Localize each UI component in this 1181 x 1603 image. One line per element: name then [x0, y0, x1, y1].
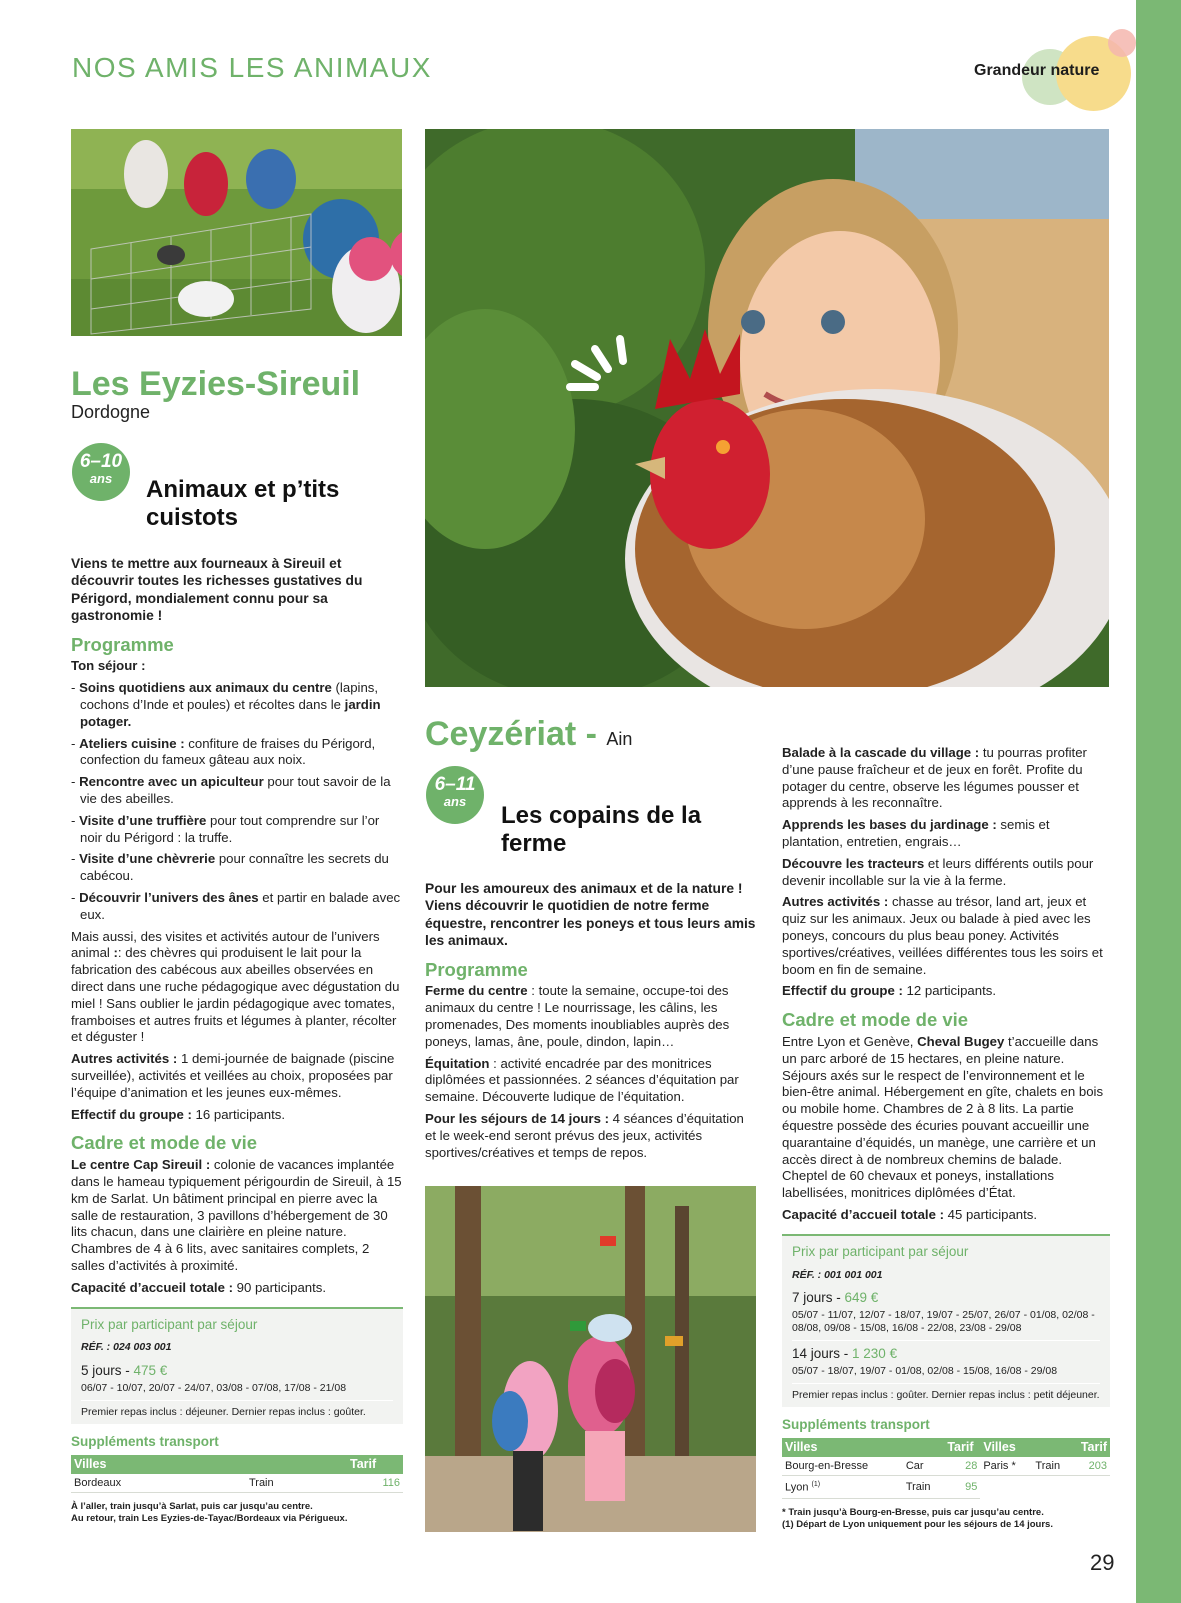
side-color-bar [1136, 0, 1181, 1603]
ceyzeriat-programme-heading: Programme [425, 958, 528, 980]
photo-girls-with-parrots [425, 1186, 756, 1532]
eyzies-column [71, 364, 403, 426]
ceyzeriat-title: Ceyzériat - [425, 715, 607, 753]
ceyzeriat-14-days: Pour les séjours de 14 jours : 4 séances d’équitation et le week-end seront prévus des jeux, activités sportives/créatives et temps de repos. [425, 1111, 744, 1160]
eyzies-other-activities: Autres activités : 1 demi-journée de baignade (piscine surveillée), activités et veillées au choix, proposées par l’équipe d’animation et les jeunes eux-mêmes. [71, 1051, 395, 1100]
list-item: - Visite d’une chèvrerie pour connaître les secrets du cabécou. [71, 851, 389, 884]
table-row: Bordeaux Train 116 [71, 1474, 403, 1493]
eyzies-duration-price: 5 jours - 475 € [81, 1363, 168, 1379]
ceyzeriat-cascade: Balade à la cascade du village : tu pourras profiter d’une pause fraîcheur et de jeux en forêt. Profite du potager du centre, observe les légumes pousser et apprends à les reconnaître. [782, 745, 1087, 811]
eyzies-title: Les Eyzies-Sireuil [71, 365, 361, 403]
eyzies-cadre-heading: Cadre et mode de vie [71, 1132, 258, 1154]
ceyzeriat-price-box [782, 1234, 1110, 1407]
list-item: - Rencontre avec un apiculteur pour tout savoir de la vie des abeilles. [71, 774, 391, 806]
eyzies-transport-table: Villes Tarif Bordeaux Train 116 [71, 1455, 403, 1494]
ceyzeriat-age-unit: ans [443, 794, 467, 809]
eyzies-age-range: 6–10 [79, 451, 123, 472]
eyzies-intro: Viens te mettre aux fourneaux à Sireuil et découvrir toutes les richesses gustatives du Périgord, mondialement connu pour sa gastronomie ! [71, 556, 363, 624]
ceyzeriat-stay-title-block [501, 802, 751, 863]
ceyzeriat-transport-table: Villes Tarif Villes Tarif Bourg-en-Bresse Car 28 Paris * Train 203 Lyon $^{(1)}$ Train 95 [782, 1438, 1110, 1499]
ceyzeriat-body-right [782, 745, 1110, 1531]
eyzies-transport-title: Suppléments transport [71, 1433, 219, 1449]
list-item: - Découvrir l’univers des ânes et partir en balade avec eux. [71, 889, 401, 922]
ceyzeriat-duration-price-7: 7 jours - 649 € [792, 1290, 879, 1306]
eyzies-group-size: Effectif du groupe : 16 participants. [71, 1106, 285, 1122]
eyzies-paragraph: Mais aussi, des visites et activités autour de l’univers animal :: des chèvres qui produisent le lait pour la fabrication des cabécous aux abeilles observées en direct dans une ruche pédagogique avec dégustation du miel ! Sans oublier le jardin pédagogique avec tomates, framboises et autres fruits et légumes à planter, récolter et déguster ! [71, 928, 400, 1045]
eyzies-centre-description: Le centre Cap Sireuil : colonie de vacances implantée dans le hameau typiquement périgourdin de Sireuil, à 15 km de Sarlat. Un bâtiment principal en pierre avec la salle de restauration, 3 pavillons d’hébergement de 30 lits chacun, dans une clairière en pleine nature. Chambres de 4 à 6 lits, avec sanitaires complets, 2 salles d’activités à proximité. [71, 1157, 402, 1273]
eyzies-region: Dordogne [71, 402, 151, 422]
ceyzeriat-price-title: Prix par participant par séjour [792, 1243, 969, 1259]
ceyzeriat-transport-title: Suppléments transport [782, 1416, 930, 1432]
ceyzeriat-riding: Équitation : activité encadrée par des monitrices diplômées et passionnées. 2 séances d’équitation par semaine. Découverte ludique de l’équitation. [425, 1055, 739, 1105]
badge-pink-circle [1108, 29, 1136, 57]
eyzies-dates: 06/07 - 10/07, 20/07 - 24/07, 03/08 - 07/08, 17/08 - 21/08 [81, 1382, 393, 1401]
ceyzeriat-age-range: 6–11 [434, 774, 476, 795]
ceyzeriat-duration-price-14: 14 jours - 1 230 € [792, 1346, 898, 1362]
ceyzeriat-intro: Pour les amoureux des animaux et de la nature ! Viens découvrir le quotidien de notre ferme équestre, rencontrer les poneys et tous leurs amis les animaux. [425, 881, 756, 949]
ceyzeriat-age-badge [426, 766, 484, 824]
eyzies-transport-footnote: À l’aller, train jusqu’à Sarlat, puis car jusqu’au centre. Au retour, train Les Eyzies-de-Tayac/Bordeaux via Périgueux. [71, 1501, 348, 1525]
ceyzeriat-meal-note: Premier repas inclus : goûter. Dernier repas inclus : petit déjeuner. [792, 1388, 1100, 1401]
eyzies-price-title: Prix par participant par séjour [81, 1316, 258, 1332]
ceyzeriat-dates-14: 05/07 - 18/07, 19/07 - 01/08, 02/08 - 15/08, 16/08 - 29/08 [792, 1365, 1100, 1384]
ceyzeriat-farm: Ferme du centre : toute la semaine, occupe-toi des animaux du centre ! Le nourrissage, les câlins, les promenades, Des moments inoubliables auprès des poneys, lamas, âne, poule, dindon, lapin… [425, 983, 730, 1049]
list-item: - Visite d’une truffière pour tout comprendre sur l’or noir du Périgord : la truffe. [71, 812, 380, 845]
table-row: Bourg-en-Bresse Car 28 Paris * Train 203 [782, 1457, 1110, 1476]
ceyzeriat-capacity: Capacité d’accueil totale : 45 participants. [782, 1206, 1038, 1222]
ceyzeriat-transport-footnote: * Train jusqu’à Bourg-en-Bresse, puis car jusqu’au centre. (1) Départ de Lyon uniquement pour les séjours de 14 jours. [782, 1506, 1053, 1530]
badge-label: Grandeur nature [974, 62, 1100, 79]
ceyzeriat-heading [425, 714, 757, 754]
ceyzeriat-gardening: Apprends les bases du jardinage : semis et plantation, entretien, engrais… [782, 817, 1050, 849]
eyzies-stay-title-block [146, 476, 396, 537]
eyzies-price-box [71, 1307, 403, 1424]
eyzies-meal-note: Premier repas inclus : déjeuner. Dernier repas inclus : goûter. [81, 1405, 366, 1418]
category-badge [960, 26, 1135, 116]
eyzies-programme-list [71, 680, 403, 923]
ceyzeriat-dates-7: 05/07 - 11/07, 12/07 - 18/07, 19/07 - 25/07, 26/07 - 01/08, 02/08 - 08/08, 09/08 - 15/08, 16/08 - 22/08, 23/08 - 29/08 [792, 1309, 1100, 1341]
section-title: NOS AMIS LES ANIMAUX [72, 52, 432, 83]
eyzies-programme-lead: Ton séjour : [71, 658, 146, 674]
list-item: - Soins quotidiens aux animaux du centre (lapins, cochons d’Inde et poules) et récoltes dans le jardin potager. [71, 680, 381, 729]
eyzies-body [71, 555, 403, 1525]
eyzies-programme-heading: Programme [71, 633, 174, 655]
eyzies-age-badge [72, 443, 130, 501]
ceyzeriat-group-size: Effectif du groupe : 12 participants. [782, 983, 996, 999]
eyzies-age-unit: ans [89, 471, 113, 486]
list-item: - Ateliers cuisine : confiture de fraises du Périgord, confection du fameux gâteau aux noix. [71, 735, 376, 768]
photo-girl-with-rooster [425, 129, 1109, 687]
ceyzeriat-ref: RÉF. : 001 001 001 [792, 1268, 883, 1281]
ceyzeriat-cadre-text: Entre Lyon et Genève, Cheval Bugey t’accueille dans un parc arboré de 15 hectares, en pleine nature. Séjours axés sur le respect de l’environnement et le bien-être animal. Hébergement en gîte, chalets en bois ou mobile home. Chambres de 2 à 8 lits. La partie équestre possède des écuries pouvant accueillir une quarantaine d’équidés, un manège, une carrière et un accès direct à de nombreux chemins de balade. Cheptel de 60 chevaux et poneys, installations labellisées, monitrices diplômées d’État. [782, 1033, 1104, 1201]
eyzies-capacity: Capacité d’accueil totale : 90 participants. [71, 1279, 327, 1295]
table-row: Lyon $^{(1)}$ Train 95 [782, 1476, 1110, 1498]
ceyzeriat-body-left [425, 880, 757, 1166]
ceyzeriat-tractors: Découvre les tracteurs et leurs différents outils pour devenir incollable sur la vie à la ferme. [782, 855, 1094, 888]
ceyzeriat-region: Ain [606, 729, 633, 749]
ceyzeriat-cadre-heading: Cadre et mode de vie [782, 1009, 969, 1031]
photo-children-rabbits [71, 129, 402, 336]
eyzies-stay-title: Animaux et p’tits cuistots [146, 476, 340, 531]
page-number: 29 [1090, 1550, 1115, 1575]
ceyzeriat-other-activities: Autres activités : chasse au trésor, land art, jeux et quiz sur les animaux. Jeux ou balade à pied avec les poneys, concours du plus beau poney. Activités sportives/créatives, veillées différentes tous les soirs et boom en fin de semaine. [782, 894, 1103, 977]
eyzies-ref: RÉF. : 024 003 001 [81, 1341, 172, 1354]
ceyzeriat-stay-title: Les copains de la ferme [501, 802, 702, 857]
